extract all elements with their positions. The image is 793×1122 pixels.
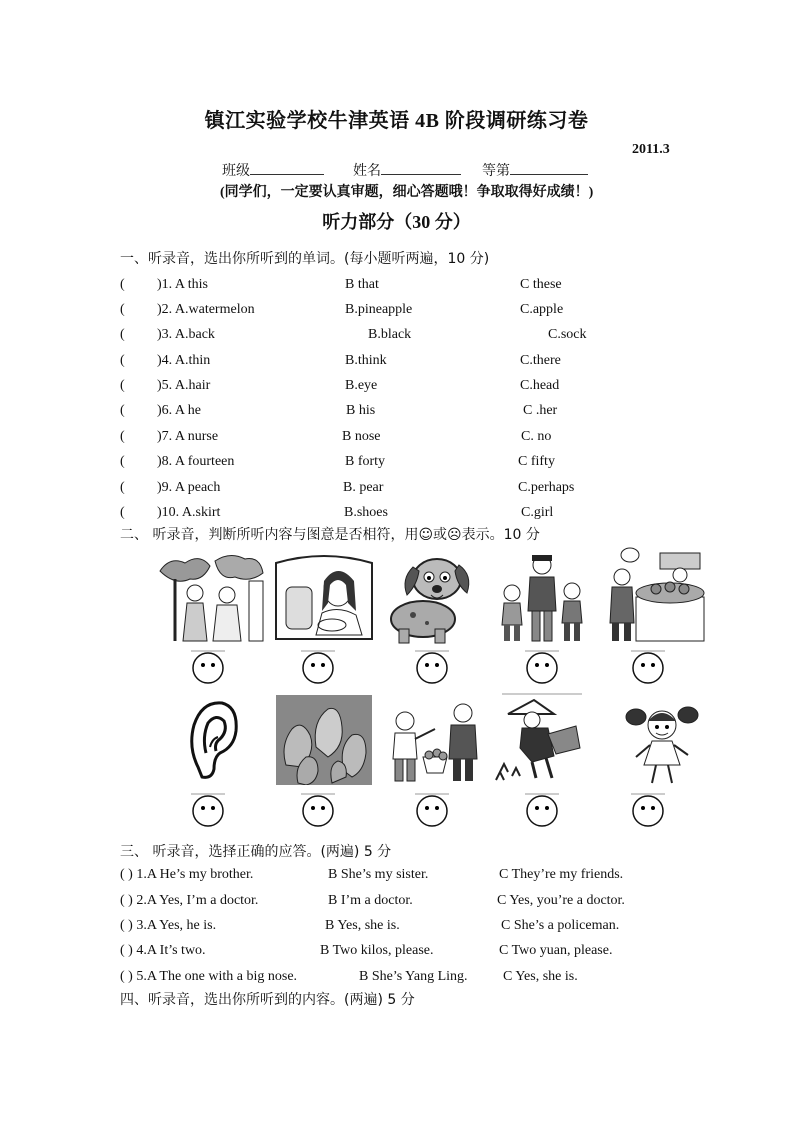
class-label: 班级 bbox=[222, 164, 250, 179]
smiley-icon[interactable] bbox=[301, 793, 335, 827]
question-row bbox=[0, 403, 793, 423]
option-b: B.pineapple bbox=[345, 302, 413, 317]
smiley-icon[interactable] bbox=[525, 793, 559, 827]
option-a: )7. A nurse bbox=[157, 429, 219, 444]
option-c: C.perhaps bbox=[518, 480, 575, 495]
response-a[interactable]: ( ) 2.A Yes, I’m a doctor. bbox=[120, 893, 259, 908]
option-c: C.head bbox=[520, 378, 560, 393]
answer-blank[interactable]: ( bbox=[120, 327, 125, 342]
response-c: C Yes, she is. bbox=[503, 969, 578, 984]
name-blank[interactable] bbox=[381, 160, 461, 175]
question-row bbox=[0, 480, 793, 500]
smiley-icon[interactable] bbox=[525, 650, 559, 684]
option-b: B forty bbox=[345, 454, 386, 469]
section1-heading: 一、听录音，选出你所听到的单词。(每小题听两遍，10 分) bbox=[120, 251, 490, 267]
option-b: B.eye bbox=[345, 378, 378, 393]
boy-pointing-icon bbox=[385, 699, 481, 783]
exam-date: 2011.3 bbox=[632, 142, 670, 157]
option-a: )2. A.watermelon bbox=[157, 302, 255, 317]
option-a: )10. A.skirt bbox=[157, 505, 221, 520]
farmer-icon bbox=[492, 692, 584, 782]
student-info-line bbox=[222, 160, 588, 180]
option-c: C .her bbox=[523, 403, 558, 418]
response-row bbox=[0, 943, 793, 963]
option-c: C.there bbox=[520, 353, 561, 368]
response-c: C She’s a policeman. bbox=[501, 918, 620, 933]
option-a: )8. A fourteen bbox=[157, 454, 235, 469]
response-a[interactable]: ( ) 1.A He’s my brother. bbox=[120, 867, 254, 882]
smiley-icon[interactable] bbox=[631, 793, 665, 827]
response-row bbox=[0, 867, 793, 887]
section3-heading: 三、 听录音，选择正确的应答。(两遍) 5 分 bbox=[120, 844, 392, 860]
option-a: )1. A this bbox=[157, 277, 208, 292]
page-title: 镇江实验学校牛津英语 4B 阶段调研练习卷 bbox=[204, 110, 589, 132]
option-b: B. pear bbox=[343, 480, 384, 495]
option-b: B.think bbox=[345, 353, 387, 368]
smiley-icon[interactable] bbox=[301, 650, 335, 684]
smiley-icon[interactable] bbox=[191, 793, 225, 827]
girl-icon bbox=[622, 701, 702, 785]
couple-talking-icon bbox=[155, 551, 265, 643]
answer-blank[interactable]: ( bbox=[120, 353, 125, 368]
grade-blank[interactable] bbox=[510, 160, 588, 175]
question-row bbox=[0, 327, 793, 347]
option-c: C. no bbox=[521, 429, 552, 444]
question-row bbox=[0, 505, 793, 525]
class-blank[interactable] bbox=[250, 160, 324, 175]
option-b: B his bbox=[346, 403, 376, 418]
question-row bbox=[0, 454, 793, 474]
option-b: B that bbox=[345, 277, 379, 292]
family-walking-icon bbox=[490, 549, 594, 645]
response-b: B Yes, she is. bbox=[325, 918, 400, 933]
smiley-icon[interactable] bbox=[415, 793, 449, 827]
trees-icon bbox=[276, 695, 372, 785]
answer-blank[interactable]: ( bbox=[120, 403, 125, 418]
option-a: )3. A.back bbox=[157, 327, 215, 342]
option-a: )4. A.thin bbox=[157, 353, 211, 368]
name-label: 姓名 bbox=[353, 164, 381, 179]
option-b: B.black bbox=[368, 327, 412, 342]
option-c: C.girl bbox=[521, 505, 554, 520]
response-b: B She’s Yang Ling. bbox=[359, 969, 468, 984]
question-row bbox=[0, 378, 793, 398]
response-c: C They’re my friends. bbox=[499, 867, 624, 882]
dog-icon bbox=[383, 549, 475, 645]
option-c: C.sock bbox=[548, 327, 587, 342]
question-row bbox=[0, 429, 793, 449]
response-a[interactable]: ( ) 3.A Yes, he is. bbox=[120, 918, 217, 933]
fruit-stall-icon bbox=[600, 547, 706, 645]
answer-blank[interactable]: ( bbox=[120, 378, 125, 393]
motto: (同学们，一定要认真审题，细心答题哦！争取取得好成绩！) bbox=[220, 185, 594, 200]
ear-icon bbox=[184, 697, 240, 781]
option-b: B nose bbox=[342, 429, 381, 444]
girl-in-car-icon bbox=[272, 551, 376, 643]
option-c: C these bbox=[520, 277, 562, 292]
response-c: C Two yuan, please. bbox=[499, 943, 613, 958]
answer-blank[interactable]: ( bbox=[120, 429, 125, 444]
response-a[interactable]: ( ) 4.A It’s two. bbox=[120, 943, 206, 958]
grade-label: 等第 bbox=[482, 164, 510, 179]
answer-blank[interactable]: ( bbox=[120, 505, 125, 520]
option-b: B.shoes bbox=[344, 505, 388, 520]
answer-blank[interactable]: ( bbox=[120, 277, 125, 292]
question-row bbox=[0, 277, 793, 297]
option-c: C fifty bbox=[518, 454, 555, 469]
response-b: B I’m a doctor. bbox=[328, 893, 413, 908]
smiley-icon[interactable] bbox=[415, 650, 449, 684]
section4-heading: 四、听录音，选出你所听到的内容。(两遍) 5 分 bbox=[120, 992, 415, 1008]
response-a[interactable]: ( ) 5.A The one with a big nose. bbox=[120, 969, 298, 984]
response-b: B She’s my sister. bbox=[328, 867, 429, 882]
section2-heading: 二、 听录音，判断所听内容与图意是否相符，用☺或☹表示。10 分 bbox=[120, 527, 540, 543]
response-row bbox=[0, 969, 793, 989]
option-a: )9. A peach bbox=[157, 480, 221, 495]
response-c: C Yes, you’re a doctor. bbox=[497, 893, 625, 908]
smiley-icon[interactable] bbox=[631, 650, 665, 684]
answer-blank[interactable]: ( bbox=[120, 302, 125, 317]
question-row bbox=[0, 353, 793, 373]
option-a: )6. A he bbox=[157, 403, 201, 418]
smiley-icon[interactable] bbox=[191, 650, 225, 684]
question-row bbox=[0, 302, 793, 322]
response-b: B Two kilos, please. bbox=[320, 943, 434, 958]
response-row bbox=[0, 918, 793, 938]
option-c: C.apple bbox=[520, 302, 564, 317]
option-a: )5. A.hair bbox=[157, 378, 211, 393]
answer-blank[interactable]: ( bbox=[120, 480, 125, 495]
response-row bbox=[0, 893, 793, 913]
listening-title: 听力部分（30 分） bbox=[322, 212, 471, 232]
answer-blank[interactable]: ( bbox=[120, 454, 125, 469]
